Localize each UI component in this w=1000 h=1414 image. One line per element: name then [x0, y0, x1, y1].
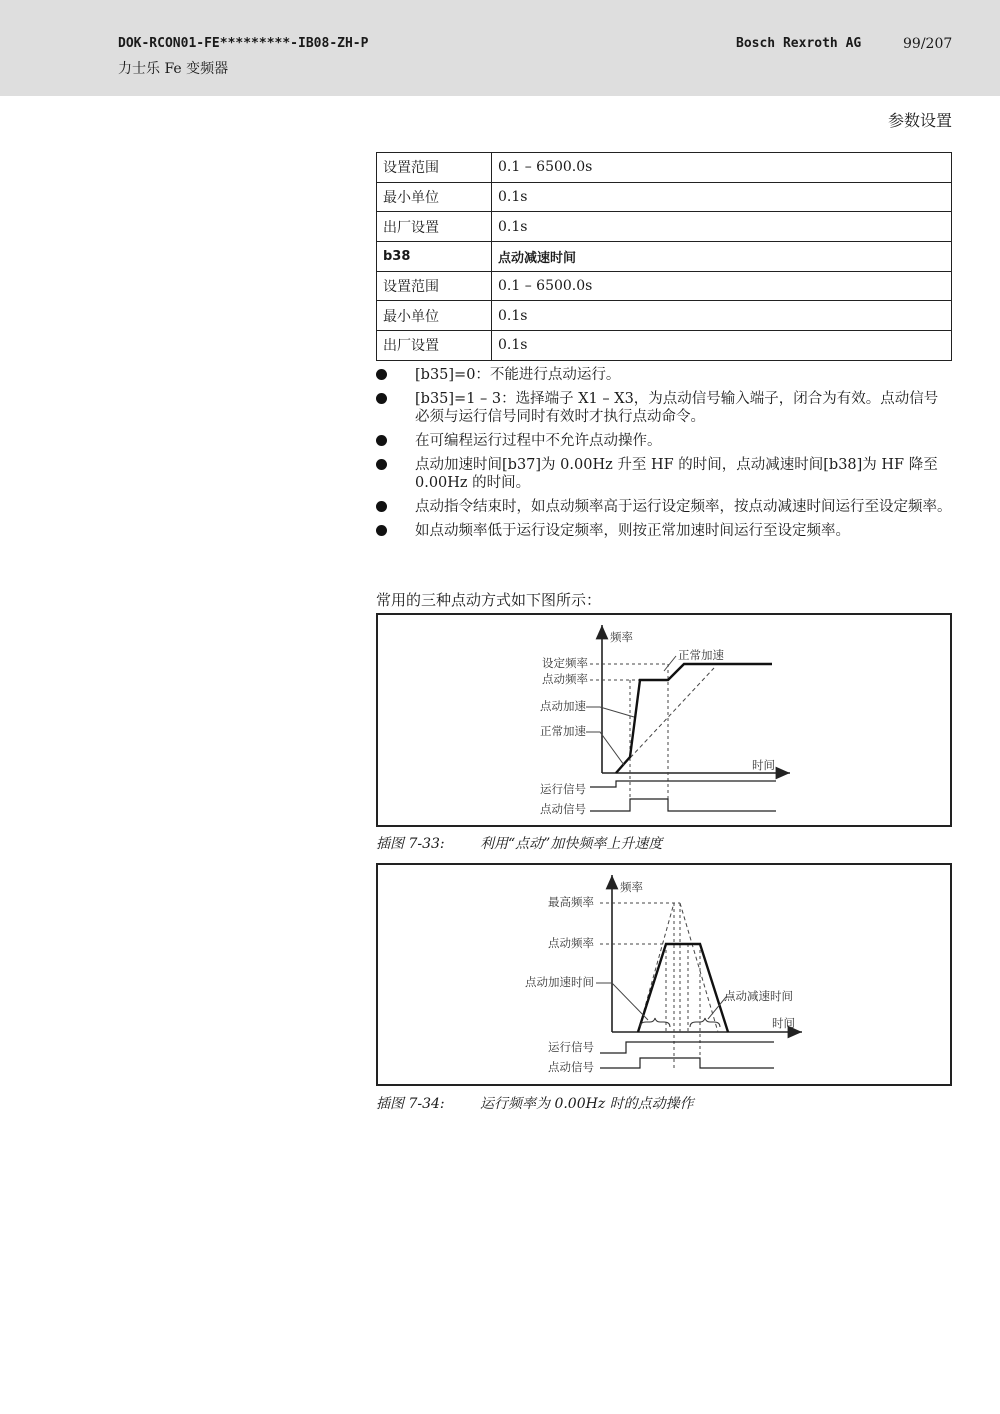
param-label: 设置范围 — [377, 153, 492, 183]
param-value: 0.1s — [492, 212, 952, 242]
bullet-dot-icon — [376, 459, 387, 470]
bullet-text: 在可编程运行过程中不允许点动操作。 — [415, 433, 662, 449]
param-value: 0.1 – 6500.0s — [492, 271, 952, 301]
bullet-text: 点动加速时间[b37]为 0.00Hz 升至 HF 的时间，点动减速时间[b38]为 HF 降至 0.00Hz 的时间。 — [415, 457, 938, 491]
label-jog-accel-time: 点动加速时间 — [525, 975, 594, 989]
bullet-item — [376, 366, 952, 384]
max-decel-line — [680, 903, 718, 1032]
jog-signal-line — [590, 799, 776, 811]
label-jog-decel-time: 点动减速时间 — [724, 989, 793, 1003]
label-jog-freq: 点动频率 — [548, 936, 594, 950]
label-set-freq: 设定频率 — [542, 656, 588, 670]
jog-accel-leader — [586, 707, 634, 717]
param-label: 最小单位 — [377, 182, 492, 212]
figure-jog-zero-diagram — [378, 865, 950, 1084]
document-id: DOK-RCON01-FE*********-IB08-ZH-P — [118, 36, 369, 51]
table-row — [377, 301, 952, 331]
table-row — [377, 153, 952, 183]
section-title: 参数设置 — [887, 111, 952, 130]
label-time: 时间 — [772, 1016, 795, 1030]
figure-2-caption — [376, 1093, 694, 1113]
frequency-curve — [616, 664, 772, 773]
param-value: 0.1 – 6500.0s — [492, 153, 952, 183]
figure-2-title: 运行频率为 0.00Hz 时的点动操作 — [480, 1096, 694, 1112]
bullet-text: [b35]=1 – 3：选择端子 X1 – X3，为点动信号输入端子，闭合为有效。点动信号必须与运行信号同时有效时才执行点动命令。 — [415, 391, 939, 425]
figures-intro: 常用的三种点动方式如下图所示： — [376, 591, 602, 609]
label-jog-signal: 点动信号 — [548, 1060, 594, 1074]
decel-time-brace — [690, 1018, 720, 1027]
figure-2-number: 插图 7-34: — [376, 1096, 445, 1112]
run-signal-line — [590, 781, 776, 787]
company-name: Bosch Rexroth AG — [736, 36, 862, 51]
bullet-text: [b35]=0：不能进行点动运行。 — [415, 367, 621, 383]
label-normal-accel: 正常加速 — [540, 724, 586, 738]
page-number: 99/207 — [903, 36, 953, 52]
table-row — [377, 271, 952, 301]
run-signal-line — [600, 1042, 774, 1053]
bullet-dot-icon — [376, 369, 387, 380]
param-value: 点动减速时间 — [492, 242, 952, 272]
table-header-row — [377, 242, 952, 272]
bullet-item — [376, 498, 952, 516]
bullet-dot-icon — [376, 501, 387, 512]
param-label: 出厂设置 — [377, 331, 492, 361]
figure-jog-zero — [376, 863, 952, 1086]
param-label: b38 — [377, 242, 492, 272]
table-row — [377, 182, 952, 212]
normal-accel-top-leader — [664, 656, 676, 671]
param-label: 最小单位 — [377, 301, 492, 331]
param-value: 0.1s — [492, 182, 952, 212]
normal-accel-leader — [586, 732, 624, 765]
label-run-signal: 运行信号 — [548, 1040, 594, 1054]
param-label: 设置范围 — [377, 271, 492, 301]
table-row — [377, 331, 952, 361]
figure-1-number: 插图 7-33: — [376, 836, 445, 852]
parameter-table — [376, 152, 952, 361]
accel-time-brace — [640, 1018, 670, 1027]
bullet-item — [376, 432, 952, 450]
bullet-item — [376, 456, 952, 492]
label-freq: 频率 — [610, 630, 633, 644]
page-header — [0, 0, 1000, 96]
label-jog-freq: 点动频率 — [542, 672, 588, 686]
label-jog-accel: 点动加速 — [540, 699, 586, 713]
bullet-dot-icon — [376, 525, 387, 536]
bullet-item — [376, 522, 952, 540]
param-value: 0.1s — [492, 331, 952, 361]
bullet-dot-icon — [376, 435, 387, 446]
label-max-freq: 最高频率 — [548, 895, 594, 909]
jog-signal-line — [600, 1058, 774, 1068]
document-subtitle: 力士乐 Fe 变频器 — [118, 61, 229, 77]
bullet-text: 点动指令结束时，如点动频率高于运行设定频率，按点动减速时间运行至设定频率。 — [415, 499, 952, 515]
figure-1-caption — [376, 833, 662, 853]
bullet-text: 如点动频率低于运行设定频率，则按正常加速时间运行至设定频率。 — [415, 523, 850, 539]
label-normal-accel-top: 正常加速 — [678, 648, 724, 662]
param-value: 0.1s — [492, 301, 952, 331]
label-jog-signal: 点动信号 — [540, 802, 586, 816]
label-time: 时间 — [752, 758, 775, 772]
accel-leader — [596, 983, 648, 1020]
label-freq: 频率 — [620, 880, 643, 894]
table-row — [377, 212, 952, 242]
figure-1-title: 利用“点动”加快频率上升速度 — [480, 836, 663, 852]
param-label: 出厂设置 — [377, 212, 492, 242]
label-run-signal: 运行信号 — [540, 782, 586, 796]
bullet-item — [376, 390, 952, 426]
bullet-list — [376, 366, 952, 546]
figure-jog-accel-diagram — [378, 615, 950, 825]
figure-jog-accel — [376, 613, 952, 827]
bullet-dot-icon — [376, 393, 387, 404]
